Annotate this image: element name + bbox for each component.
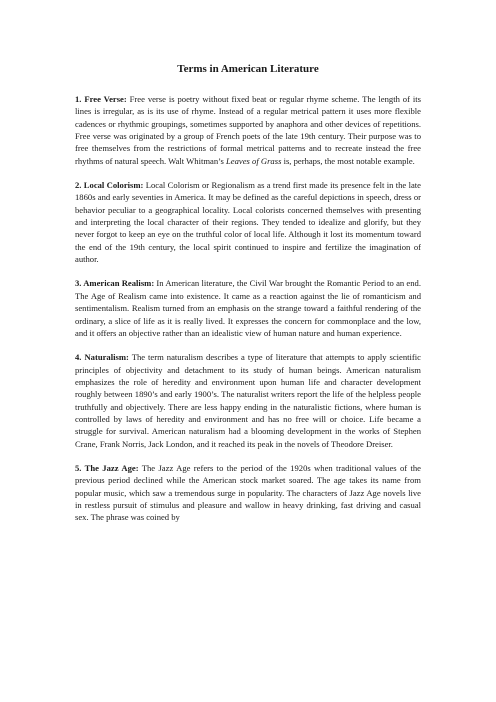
- entry-text: Local Colorism or Regionalism as a trend first made its presence felt in the late 1860s and early seventies in America. It may be defined as the careful depictions in speech, dress or behavior peculiar to a geographical locality. Local colorists concerned themselves with presenting and interpreting the local character of their regions. They tended to idealize and glorify, but they never forgot to keep an eye on the truthful color of local life. Although it lost its momentum toward the end of the 19th century, the local spirit continued to inspire and fertilize the imagination of author.: [75, 180, 421, 265]
- entry-term: 4. Naturalism:: [75, 352, 129, 363]
- entry-term: 2. Local Colorism:: [75, 180, 144, 191]
- entry-term: 5. The Jazz Age:: [75, 462, 139, 473]
- entry-american-realism: [75, 277, 421, 339]
- book-title: Leaves of Grass: [226, 155, 282, 166]
- document-page: [75, 62, 421, 536]
- entry-jazz-age: [75, 462, 421, 524]
- document-title: Terms in American Literature: [177, 63, 319, 75]
- entry-naturalism: [75, 351, 421, 450]
- entry-local-colorism: [75, 179, 421, 265]
- entry-text: The Jazz Age refers to the period of the 1920s when traditional values of the previous period declined while the American stock market soared. The age takes its name from popular music, which saw a tremendous surge in popularity. The characters of Jazz Age novels live in restless pursuit of stimulus and pleasure and wallow in heavy drinking, fast driving and casual sex. The phrase was coined by: [75, 462, 421, 523]
- entry-term: 3. American Realism:: [75, 278, 155, 289]
- entry-text: The term naturalism describes a type of literature that attempts to apply scientific principles of objectivity and detachment to its study of human beings. American naturalism emphasizes the role of heredity and environment upon human life and character development roughly between 1890’s and early 1900’s. The naturalist writers report the life of the helpless people truthfully and objectively. There are less happy ending in the naturalistic fictions, where human is controlled by laws of heredity and environment and has no free will or choice. Life became a struggle for survival. American naturalism had a blooming development in the works of Stephen Crane, Frank Norris, Jack London, and it reached its peak in the novels of Theodore Dreiser.: [75, 352, 421, 449]
- entry-term: 1. Free Verse:: [75, 94, 127, 104]
- entry-free-verse: [75, 93, 421, 167]
- entry-text: Free verse is poetry without fixed beat or regular rhyme scheme. The length of its lines is irregular, as is its use of rhyme. Instead of a regular metrical pattern it uses more flexible cadences or rhythmic groupings, sometimes supported by anaphora and other devices of repetitions. Free verse was originated by a group of French poets of the late 19th century. Their purpose was to free themselves from the restrictions of formal metrical patterns and to recreate instead the free rhythms of natural speech. Walt Whitman’s: [75, 94, 421, 166]
- entry-text: In American literature, the Civil War brought the Romantic Period to an end. The Age of Realism came into existence. It came as a reaction against the lie of romanticism and sentimentalism. Realism turned from an emphasis on the strange toward a faithful rendering of the ordinary, a slice of life as it is really lived. It expresses the concern for commonplace and the low, and it offers an objective rather than an idealistic view of human nature and human experience.: [75, 278, 421, 338]
- entry-text-end: is, perhaps, the most notable example.: [281, 155, 415, 166]
